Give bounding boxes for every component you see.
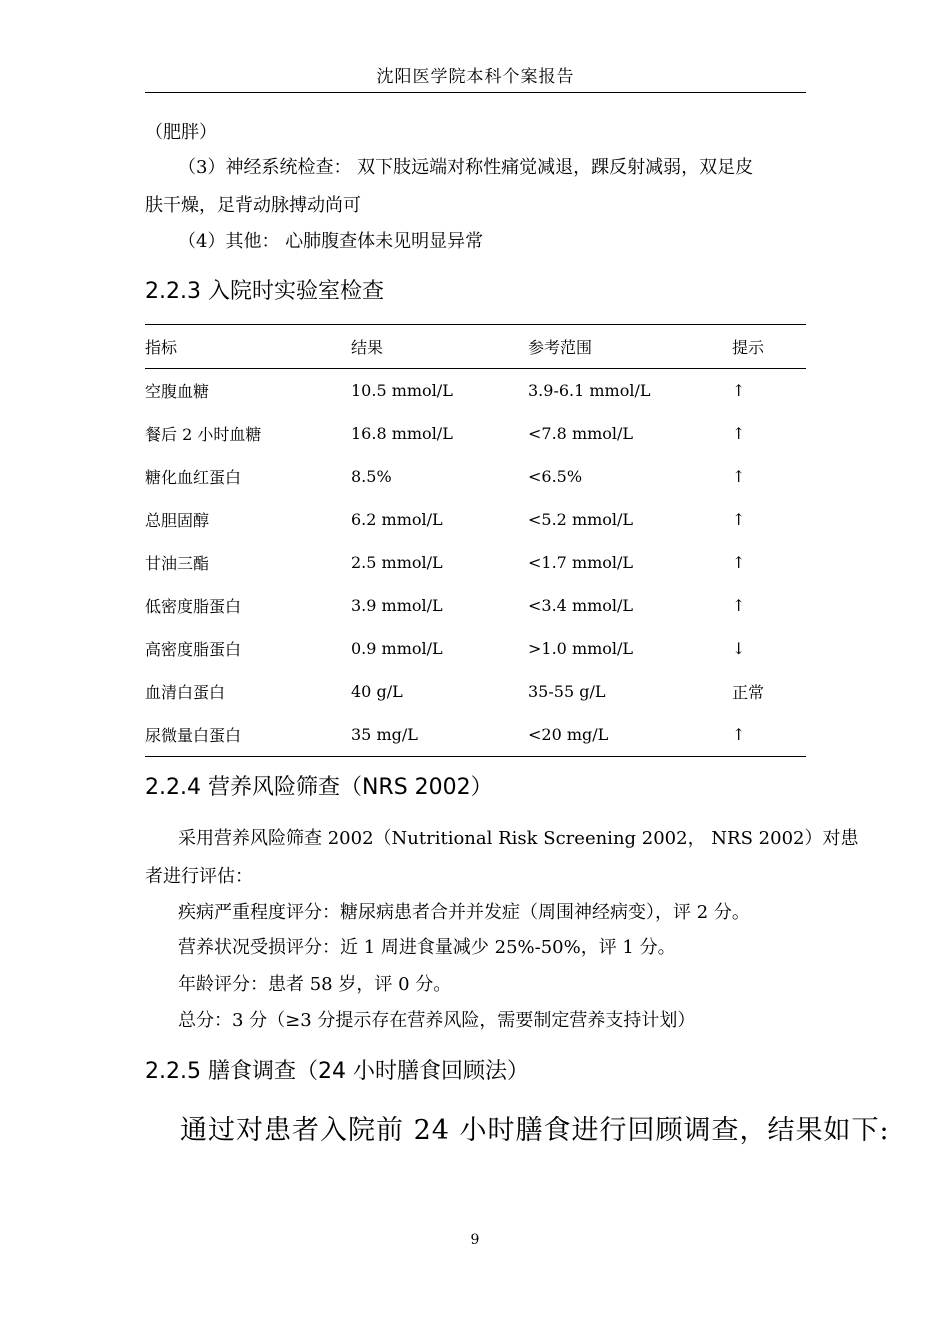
section-heading-2-2-4: 2.2.4 营养风险筛查（NRS 2002） bbox=[145, 775, 493, 800]
cell-indicator: 空腹血糖 bbox=[145, 382, 210, 401]
cell-reference: <5.2 mmol/L bbox=[528, 510, 634, 529]
cell-result: 16.8 mmol/L bbox=[351, 424, 453, 443]
cell-reference: 3.9-6.1 mmol/L bbox=[528, 381, 651, 400]
cell-indicator: 糖化血红蛋白 bbox=[145, 468, 242, 487]
column-header-result: 结果 bbox=[351, 325, 528, 369]
table-row bbox=[145, 627, 806, 670]
table-row bbox=[145, 498, 806, 541]
table-row bbox=[145, 541, 806, 584]
cell-hint: 正常 bbox=[732, 683, 765, 702]
cell-reference: <20 mg/L bbox=[528, 725, 609, 744]
table-row bbox=[145, 455, 806, 498]
cell-reference: <1.7 mmol/L bbox=[528, 553, 634, 572]
cell-indicator: 低密度脂蛋白 bbox=[145, 597, 242, 616]
nrs-intro-line2: 者进行评估： bbox=[145, 866, 253, 887]
cell-hint: ↑ bbox=[732, 424, 746, 443]
cell-result: 40 g/L bbox=[351, 682, 403, 701]
cell-hint: ↑ bbox=[732, 510, 746, 529]
diet-survey-intro: 通过对患者入院前 24 小时膳食进行回顾调查，结果如下: bbox=[180, 1115, 890, 1146]
cell-hint: ↑ bbox=[732, 553, 746, 572]
cell-indicator: 餐后 2 小时血糖 bbox=[145, 425, 262, 444]
column-header-indicator: 指标 bbox=[145, 325, 351, 369]
cell-hint: ↑ bbox=[732, 596, 746, 615]
nrs-intro-line1: 采用营养风险筛查 2002（Nutritional Risk Screening 2002， NRS 2002）对患 bbox=[178, 828, 859, 849]
cell-reference: <6.5% bbox=[528, 467, 583, 486]
cell-indicator: 甘油三酯 bbox=[145, 554, 210, 573]
nrs-disease-score: 疾病严重程度评分：糖尿病患者合并并发症（周围神经病变），评 2 分。 bbox=[178, 902, 750, 923]
nrs-nutrition-score: 营养状况受损评分：近 1 周进食量减少 25%-50%，评 1 分。 bbox=[178, 937, 676, 958]
table-row bbox=[145, 713, 806, 757]
cell-result: 2.5 mmol/L bbox=[351, 553, 443, 572]
table-row bbox=[145, 369, 806, 413]
cell-reference: <7.8 mmol/L bbox=[528, 424, 634, 443]
column-header-hint: 提示 bbox=[732, 325, 806, 369]
cell-hint: ↑ bbox=[732, 467, 746, 486]
cell-result: 6.2 mmol/L bbox=[351, 510, 443, 529]
cell-indicator: 总胆固醇 bbox=[145, 511, 210, 530]
paragraph-other-exam: （4）其他： 心肺腹查体未见明显异常 bbox=[178, 231, 484, 252]
section-heading-2-2-3: 2.2.3 入院时实验室检查 bbox=[145, 279, 384, 304]
cell-hint: ↑ bbox=[732, 381, 746, 400]
page-number: 9 bbox=[470, 1232, 480, 1248]
cell-indicator: 高密度脂蛋白 bbox=[145, 640, 242, 659]
nrs-total-score: 总分：3 分（≥3 分提示存在营养风险，需要制定营养支持计划） bbox=[178, 1010, 696, 1031]
cell-result: 0.9 mmol/L bbox=[351, 639, 443, 658]
cell-result: 10.5 mmol/L bbox=[351, 381, 453, 400]
cell-result: 35 mg/L bbox=[351, 725, 418, 744]
table-header-row bbox=[145, 325, 806, 369]
nrs-age-score: 年龄评分：患者 58 岁，评 0 分。 bbox=[178, 974, 452, 995]
paragraph-neuro-exam-line2: 肤干燥，足背动脉搏动尚可 bbox=[145, 195, 361, 216]
section-heading-2-2-5: 2.2.5 膳食调查（24 小时膳食回顾法） bbox=[145, 1059, 529, 1084]
table-row bbox=[145, 412, 806, 455]
lab-results-table bbox=[145, 324, 806, 757]
page-header: 沈阳医学院本科个案报告 bbox=[145, 62, 806, 93]
cell-hint: ↑ bbox=[732, 725, 746, 744]
table-row bbox=[145, 670, 806, 713]
table-row bbox=[145, 584, 806, 627]
cell-hint: ↓ bbox=[732, 639, 746, 658]
paragraph-neuro-exam-line1: （3）神经系统检查： 双下肢远端对称性痛觉减退，踝反射减弱，双足皮 bbox=[178, 157, 754, 178]
cell-indicator: 血清白蛋白 bbox=[145, 683, 226, 702]
column-header-reference: 参考范围 bbox=[528, 325, 732, 369]
cell-result: 3.9 mmol/L bbox=[351, 596, 443, 615]
cell-reference: >1.0 mmol/L bbox=[528, 639, 634, 658]
cell-result: 8.5% bbox=[351, 467, 392, 486]
cell-reference: <3.4 mmol/L bbox=[528, 596, 634, 615]
paragraph-obese: （肥胖） bbox=[145, 122, 217, 143]
cell-indicator: 尿微量白蛋白 bbox=[145, 726, 242, 745]
cell-reference: 35-55 g/L bbox=[528, 682, 606, 701]
